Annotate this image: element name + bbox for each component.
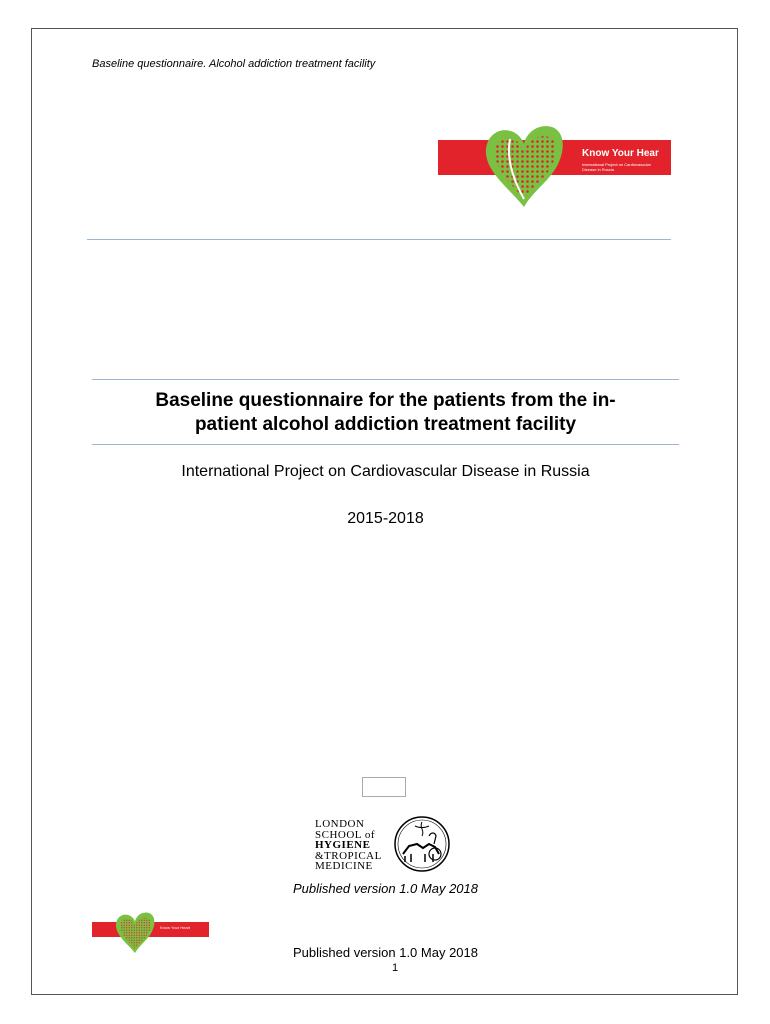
running-header: Baseline questionnaire. Alcohol addiction treatment facility bbox=[92, 58, 376, 70]
title-line-1: Baseline questionnaire for the patients from the in- bbox=[155, 390, 616, 411]
heart-logo-icon bbox=[480, 119, 568, 211]
footer-published-version: Published version 1.0 May 2018 bbox=[292, 945, 478, 960]
title-line-2: patient alcohol addiction treatment facility bbox=[194, 414, 577, 435]
lshtm-line-1: LONDON bbox=[315, 818, 365, 830]
lshtm-line-3: HYGIENE bbox=[315, 839, 371, 851]
lshtm-crest-icon bbox=[389, 814, 455, 874]
header-rule bbox=[87, 239, 671, 240]
small-banner-text: Know Your Heart bbox=[160, 925, 191, 930]
lshtm-line-4: &TROPICAL bbox=[315, 849, 382, 862]
document-subtitle: International Project on Cardiovascular Disease in Russia bbox=[181, 463, 590, 480]
published-version-italic: Published version 1.0 May 2018 bbox=[292, 881, 478, 896]
lshtm-line-5: MEDICINE bbox=[315, 860, 373, 872]
lshtm-line-2: SCHOOL of bbox=[315, 828, 376, 841]
title-top-rule bbox=[92, 379, 679, 380]
lshtm-wordmark bbox=[315, 819, 382, 872]
document-title bbox=[92, 389, 679, 437]
banner-title: Know Your Hear bbox=[582, 148, 659, 159]
project-years: 2015-2018 bbox=[347, 510, 424, 527]
title-bottom-rule bbox=[92, 444, 679, 445]
document-page bbox=[31, 28, 738, 995]
page-number: 1 bbox=[391, 962, 399, 974]
empty-frame bbox=[362, 777, 406, 797]
banner-subtitle: International Project on Cardiovascular Disease in Russia bbox=[582, 162, 651, 172]
